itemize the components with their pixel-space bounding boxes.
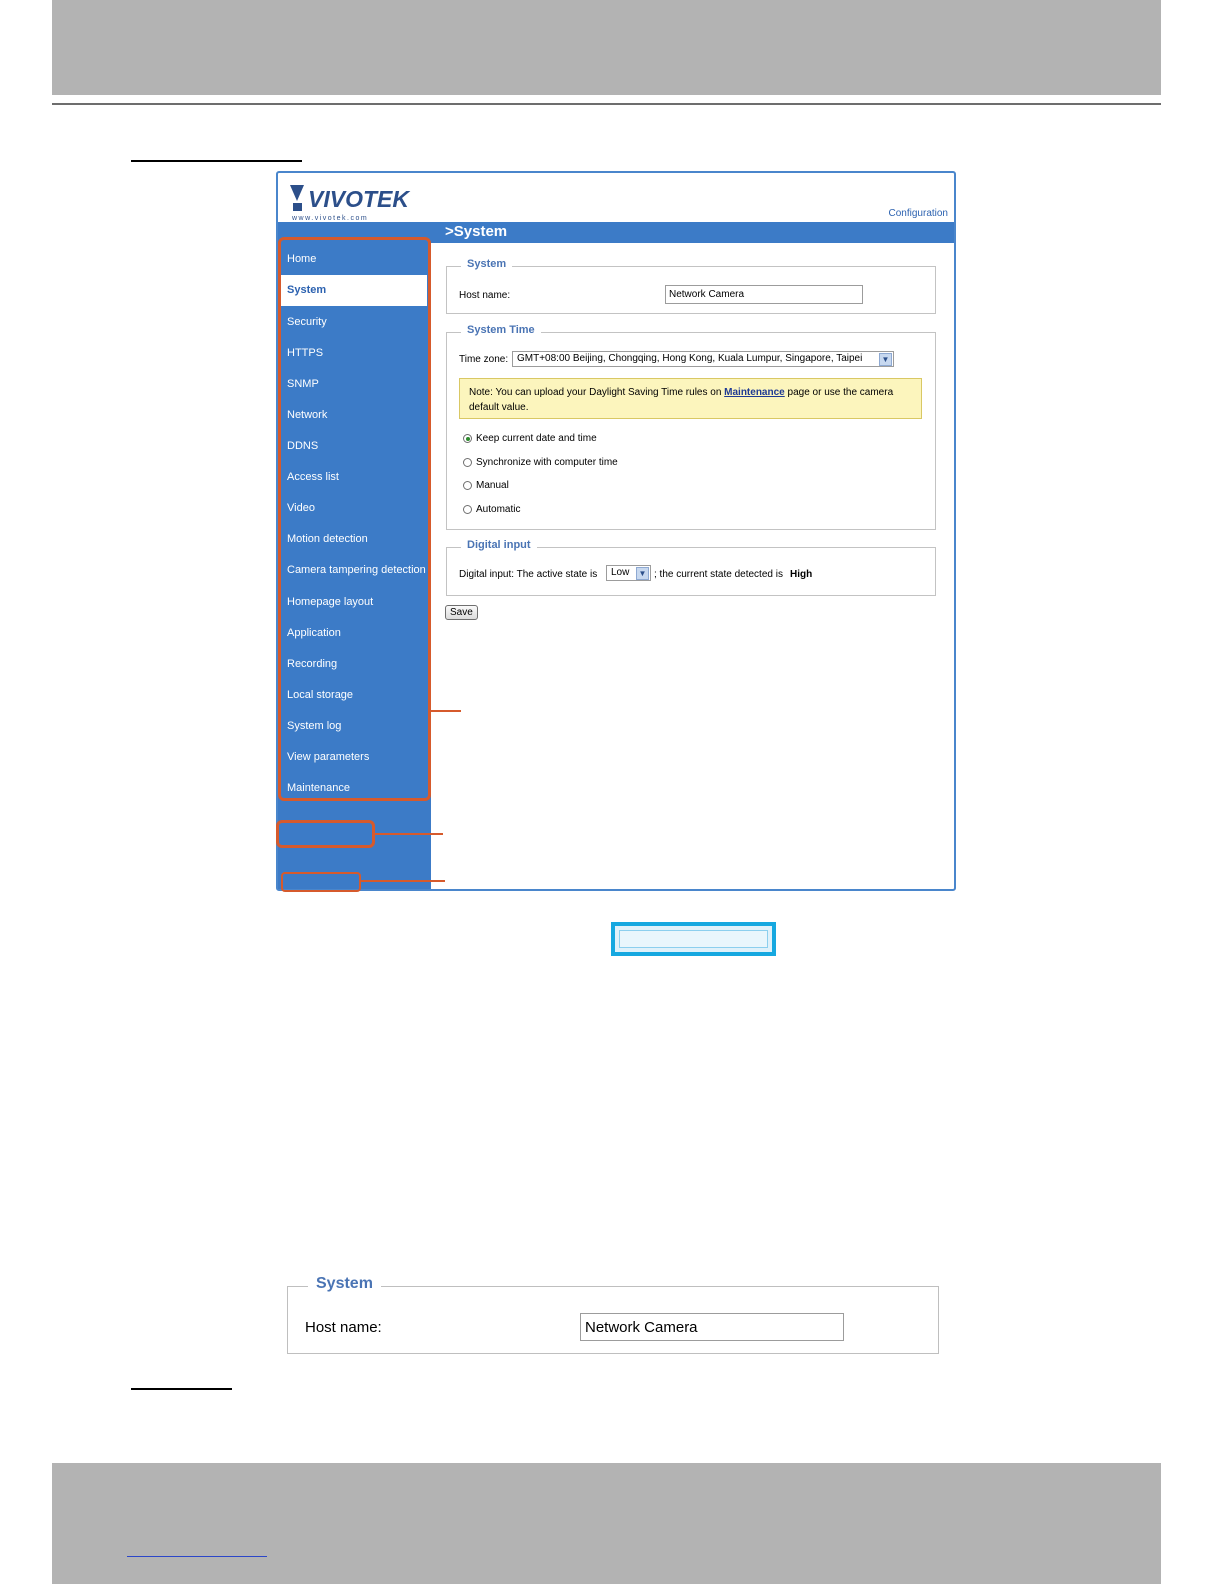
version-pointer-line	[361, 880, 445, 882]
sidebar-item-maintenance[interactable]: Maintenance	[287, 782, 350, 794]
sidebar-item-security[interactable]: Security	[287, 316, 327, 328]
time-zone-label: Time zone:	[459, 354, 509, 365]
radio-automatic[interactable]	[463, 504, 520, 515]
header-rule	[52, 103, 1161, 105]
page-header-band	[52, 0, 1161, 95]
section-heading-rule	[131, 160, 302, 162]
digital-input-prefix: Digital input: The active state is	[459, 569, 598, 580]
logo-url-text: www.vivotek.com	[292, 215, 369, 222]
version-annotation-box	[281, 872, 361, 892]
active-state-value: Low	[611, 567, 630, 578]
radio-selected-icon	[463, 434, 472, 443]
system-time-fieldset	[446, 324, 936, 530]
sidebar-item-network[interactable]: Network	[287, 409, 328, 421]
basic-mode-pointer-line	[375, 833, 443, 835]
sidebar-item-system-log[interactable]: System log	[287, 720, 342, 732]
radio-icon	[463, 481, 472, 490]
sidebar-item-camera-tampering[interactable]: Camera tampering detection	[287, 564, 426, 576]
basic-mode-annotation-box	[276, 820, 375, 848]
section-heading-rule-2	[131, 1388, 232, 1390]
radio-manual-label: Manual	[476, 480, 509, 491]
zoomed-system-fieldset	[287, 1275, 939, 1354]
digital-input-legend: Digital input	[461, 539, 537, 551]
vivotek-logo-icon	[288, 183, 418, 223]
sidebar-item-recording[interactable]: Recording	[287, 658, 338, 670]
radio-icon	[463, 458, 472, 467]
chevron-down-icon: ▼	[879, 353, 892, 366]
radio-sync-computer[interactable]	[463, 457, 618, 468]
system-legend: System	[461, 258, 512, 270]
sidebar-annotation-box	[278, 237, 431, 801]
page-footer-band	[52, 1463, 1161, 1584]
sidebar-item-home[interactable]: Home	[287, 253, 317, 265]
configuration-link[interactable]: Configuration	[888, 208, 948, 219]
config-screenshot	[276, 171, 956, 955]
chevron-down-icon: ▼	[636, 567, 649, 580]
digital-input-middle: ; the current state detected is	[654, 569, 783, 580]
basic-mode-link[interactable]: [ Basic mode ]	[287, 895, 357, 907]
zoomed-host-name-input[interactable]	[580, 1313, 844, 1341]
digital-input-fieldset	[446, 539, 936, 596]
footer-link-underline	[127, 1556, 267, 1557]
time-zone-select[interactable]	[512, 351, 894, 367]
maintenance-link[interactable]: Maintenance	[724, 387, 785, 398]
radio-keep-current-label: Keep current date and time	[476, 433, 597, 444]
host-name-label: Host name:	[459, 290, 511, 301]
sidebar-item-motion-detection[interactable]: Motion detection	[287, 533, 368, 545]
radio-icon	[463, 505, 472, 514]
caption-inner	[619, 930, 768, 948]
zoomed-system-legend: System	[308, 1275, 381, 1293]
sidebar-item-access-list[interactable]: Access list	[287, 471, 339, 483]
note-text-prefix: Note: You can upload your Daylight Saving Time rules on	[469, 387, 725, 398]
sidebar-item-video[interactable]: Video	[287, 502, 315, 514]
sidebar-pointer-line	[431, 710, 461, 712]
zoomed-host-name-label: Host name:	[305, 1319, 382, 1336]
system-time-legend: System Time	[461, 324, 541, 336]
active-state-select[interactable]	[606, 565, 651, 581]
caption-box	[611, 922, 776, 956]
radio-sync-computer-label: Synchronize with computer time	[476, 457, 618, 468]
note-text-suffix: page or use the camera default value.	[469, 387, 894, 413]
sidebar-item-ddns[interactable]: DDNS	[287, 440, 319, 452]
radio-keep-current[interactable]	[463, 433, 597, 444]
sidebar-item-application[interactable]: Application	[287, 627, 341, 639]
current-state-value: High	[790, 569, 813, 580]
sidebar-item-view-parameters[interactable]: View parameters	[287, 751, 370, 763]
time-zone-value: GMT+08:00 Beijing, Chongqing, Hong Kong, Kuala Lumpur, Singapore, Taipei	[517, 353, 863, 364]
save-button[interactable]: Save	[445, 605, 478, 620]
host-name-input[interactable]	[665, 285, 863, 304]
radio-manual[interactable]	[463, 480, 509, 491]
sidebar-item-local-storage[interactable]: Local storage	[287, 689, 354, 701]
sidebar-item-system[interactable]: System	[278, 275, 427, 306]
sidebar-item-snmp[interactable]: SNMP	[287, 378, 319, 390]
sidebar-item-homepage-layout[interactable]: Homepage layout	[287, 596, 374, 608]
version-text: Version: 0100c	[287, 945, 347, 955]
sidebar-item-https[interactable]: HTTPS	[287, 347, 324, 359]
radio-automatic-label: Automatic	[476, 504, 521, 515]
system-fieldset	[446, 258, 936, 314]
logo-text: VIVOTEK	[308, 186, 409, 212]
page-title: >System	[445, 223, 508, 240]
dst-note	[459, 378, 922, 419]
